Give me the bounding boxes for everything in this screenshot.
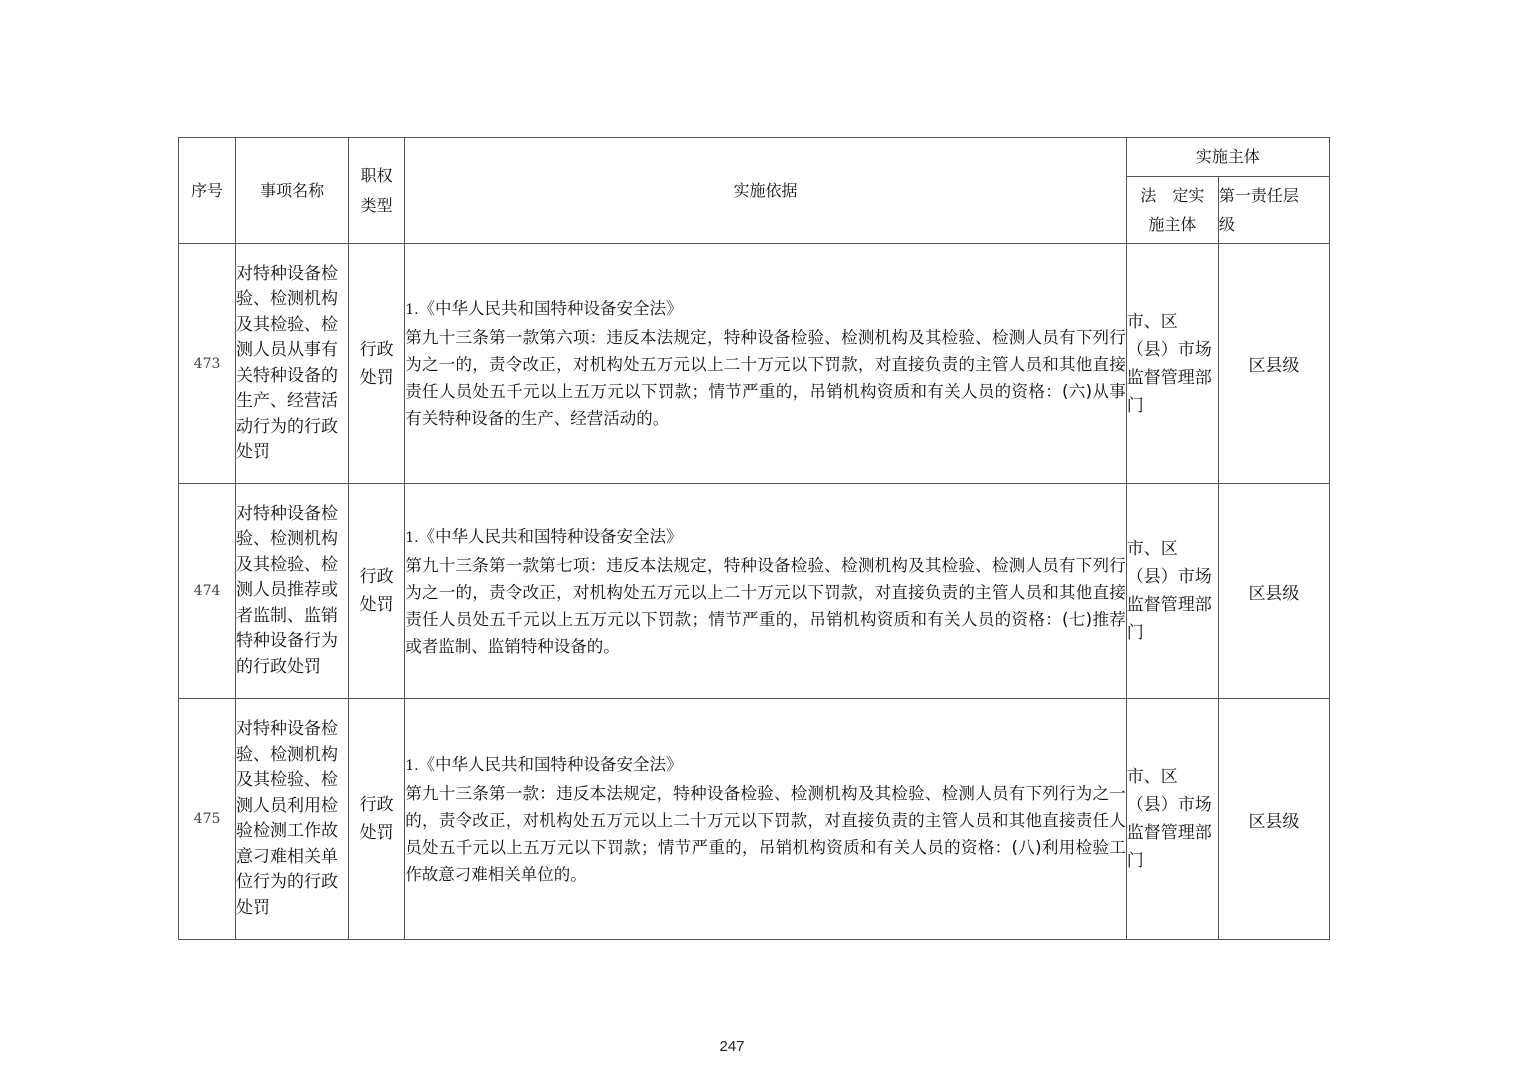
basis-law-title-line [405, 751, 1126, 780]
basis-text: 第九十三条第一款：违反本法规定，特种设备检验、检测机构及其检验、检测人员有下列行为之一的，责令改正，对机构处五万元以上二十万元以下罚款，对直接负责的主管人员和其他直接责任人员处五千元以上五万元以下罚款；情节严重的，吊销机构资质和有关人员的资格：(八)利用检验工作故意刁难相关单位的。 [405, 783, 1126, 884]
row-index: 473 [179, 244, 236, 484]
table-row [179, 699, 1330, 940]
header-responsible-level-text: 第一责任层级 [1218, 186, 1299, 234]
header-legal-subject-text: 法 定实施主体 [1140, 186, 1205, 234]
header-power-type [349, 138, 405, 244]
basis-law-title: 《中华人民共和国特种设备安全法》 [418, 754, 683, 774]
basis-law-title-line [405, 523, 1126, 552]
basis-text: 第九十三条第一款第七项：违反本法规定，特种设备检验、检测机构及其检验、检测人员有下列行为之一的，责令改正，对机构处五万元以上二十万元以下罚款，对直接负责的主管人员和其他直接责任人员处五千元以上五万元以下罚款；情节严重的，吊销机构资质和有关人员的资格：(七)推荐或者监制、监销特种设备的。 [405, 555, 1126, 656]
header-power-type-text: 职权类型 [360, 165, 393, 215]
row-power-type-text: 行政处罚 [359, 339, 394, 388]
row-index: 475 [179, 699, 236, 940]
basis-item-number: 1. [405, 302, 419, 318]
row-index: 474 [179, 484, 236, 699]
header-row-1 [179, 138, 1330, 177]
enforcement-items-table [178, 137, 1330, 940]
row-item-name: 对特种设备检验、检测机构及其检验、检测人员从事有关特种设备的生产、经营活动行为的行政处罚 [236, 244, 349, 484]
row-basis [405, 244, 1127, 484]
basis-law-title-line [405, 295, 1126, 324]
row-basis [405, 484, 1127, 699]
header-index: 序号 [179, 138, 236, 244]
row-responsible-level: 区县级 [1218, 244, 1329, 484]
row-power-type-text: 行政处罚 [359, 795, 394, 843]
basis-item-number: 1. [405, 757, 419, 774]
table-row [179, 244, 1330, 484]
header-subject-group: 实施主体 [1126, 138, 1329, 177]
basis-text: 第九十三条第一款第六项：违反本法规定，特种设备检验、检测机构及其检验、检测人员有下列行为之一的，责令改正，对机构处五万元以上二十万元以下罚款，对直接负责的主管人员和其他直接责任人员处五千元以上五万元以下罚款；情节严重的，吊销机构资质和有关人员的资格：(六)从事有关特种设备的生产、经营活动的。 [405, 328, 1126, 428]
row-legal-subject: 市、区（县）市场监督管理部门 [1126, 244, 1218, 484]
table-row [179, 484, 1330, 699]
basis-law-title: 《中华人民共和国特种设备安全法》 [418, 299, 683, 318]
header-responsible-level [1218, 177, 1329, 244]
row-legal-subject: 市、区（县）市场监督管理部门 [1126, 699, 1218, 940]
header-legal-subject [1126, 177, 1218, 244]
row-power-type-text: 行政处罚 [359, 567, 394, 615]
basis-item-number: 1. [405, 529, 419, 546]
header-basis: 实施依据 [405, 138, 1127, 244]
row-item-name: 对特种设备检验、检测机构及其检验、检测人员推荐或者监制、监销特种设备行为的行政处罚 [236, 484, 349, 699]
row-legal-subject: 市、区（县）市场监督管理部门 [1126, 484, 1218, 699]
basis-law-title: 《中华人民共和国特种设备安全法》 [418, 526, 683, 546]
row-power-type [349, 244, 405, 484]
row-basis [405, 699, 1127, 940]
page-number: 247 [719, 1038, 745, 1055]
row-responsible-level: 区县级 [1218, 484, 1329, 699]
row-item-name: 对特种设备检验、检测机构及其检验、检测人员利用检验检测工作故意刁难相关单位行为的行政处罚 [236, 699, 349, 940]
row-power-type [349, 484, 405, 699]
header-item-name: 事项名称 [236, 138, 349, 244]
row-responsible-level: 区县级 [1218, 699, 1329, 940]
row-power-type [349, 699, 405, 940]
